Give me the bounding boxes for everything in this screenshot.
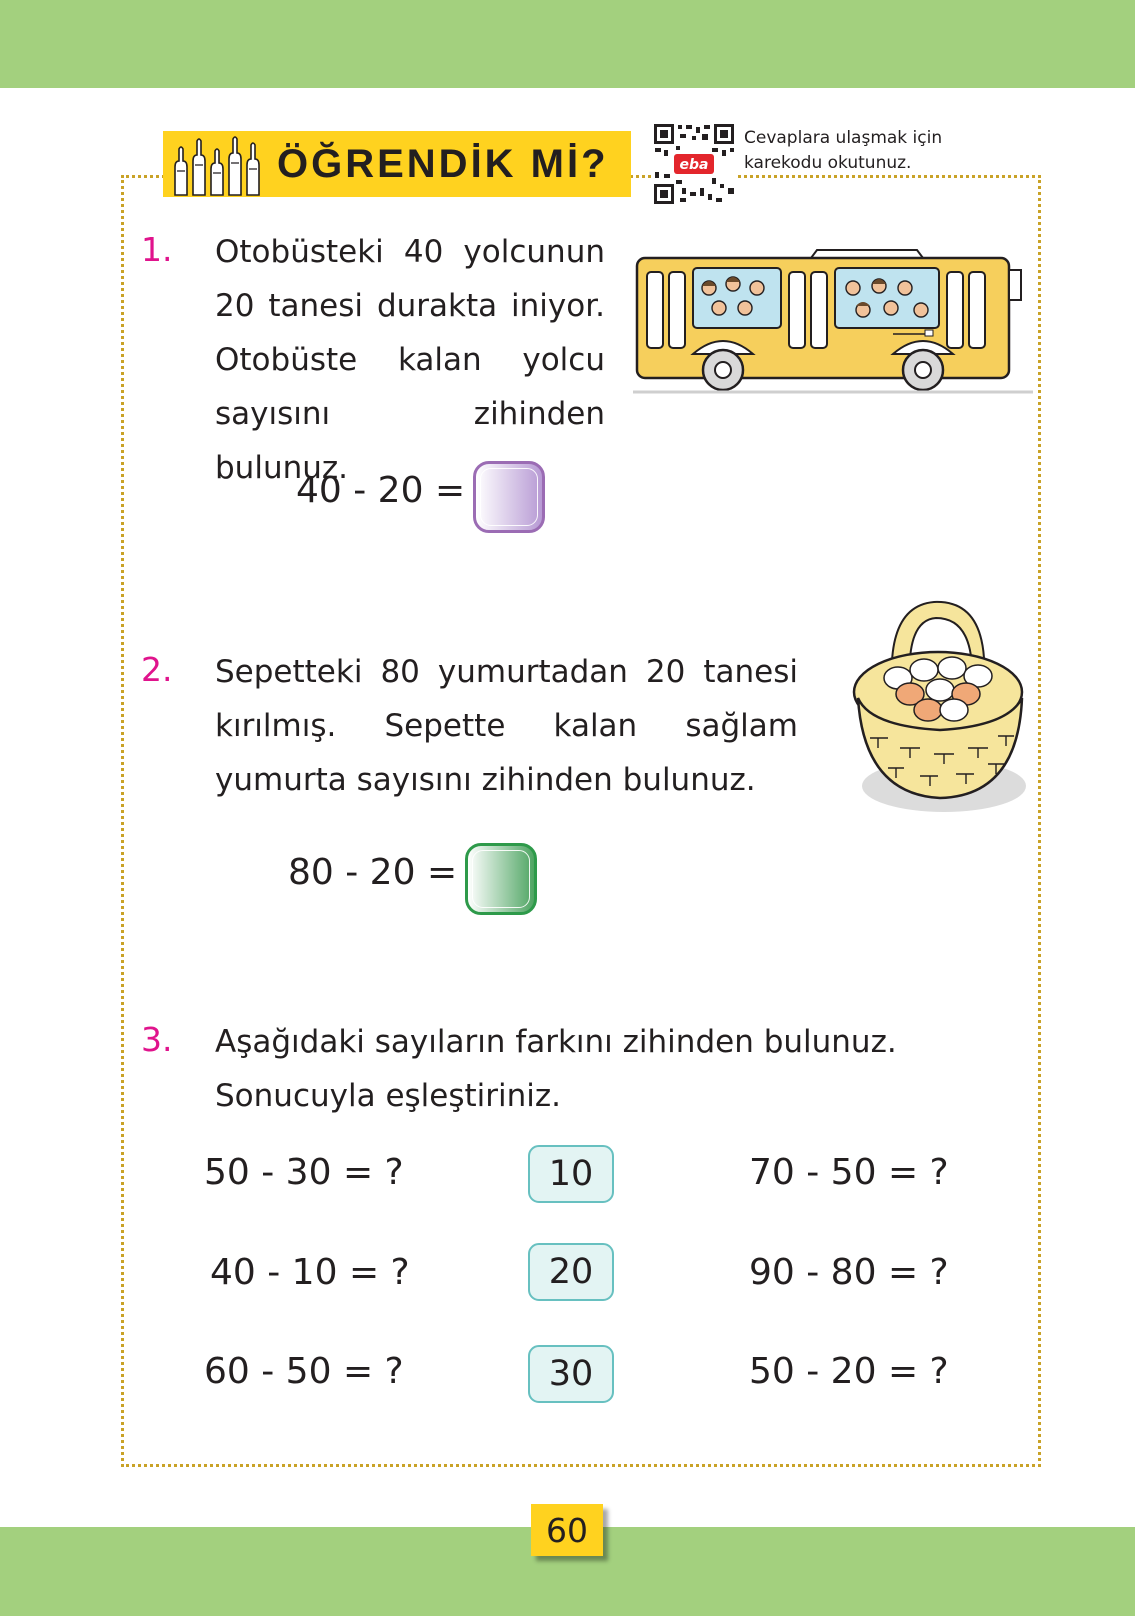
answer-box-2[interactable] (465, 843, 537, 915)
qr-instruction-note: Cevaplara ulaşmak için karekodu okutunuz. (744, 128, 943, 173)
right-expression-1: 70 - 50 = ? (749, 1152, 949, 1193)
left-expression-3: 60 - 50 = ? (204, 1351, 404, 1392)
left-expression-2: 40 - 10 = ? (210, 1252, 410, 1293)
right-expression-3: 50 - 20 = ? (749, 1351, 949, 1392)
egg-basket-illustration (848, 598, 1028, 828)
right-expression-2: 90 - 80 = ? (749, 1252, 949, 1293)
question-2-equation: 80 - 20 = (288, 852, 458, 893)
bus-illustration (633, 244, 1033, 408)
question-2-number: 2. (141, 650, 173, 689)
question-2-text: Sepetteki 80 yumurtadan 20 tanesi kırılmış. Sepette kalan sağlam yumurta sayısını zihinden bulunuz. (215, 654, 798, 798)
page-title: ÖĞRENDİK Mİ? (277, 141, 609, 186)
answer-box-1-inner (480, 468, 538, 526)
answer-box-2-inner (472, 850, 530, 908)
raised-hands-icon (169, 131, 269, 197)
answer-box-1[interactable] (473, 461, 545, 533)
question-1-text: Otobüsteki 40 yolcunun 20 tanesi durakta iniyor. Otobüste kalan yolcu sayısını zihinden bulunuz. (215, 234, 605, 486)
qr-logo-text: eba (679, 157, 709, 173)
top-color-band (0, 0, 1135, 88)
left-expression-1: 50 - 30 = ? (204, 1152, 404, 1193)
title-banner (163, 131, 631, 197)
answer-option-10[interactable]: 10 (528, 1145, 614, 1203)
question-3-text: Aşağıdaki sayıların farkını zihinden bulunuz. Sonucuyla eşleştiriniz. (215, 1024, 897, 1114)
answer-option-20[interactable]: 20 (528, 1243, 614, 1301)
qr-code-icon[interactable] (652, 122, 736, 206)
question-1-number: 1. (141, 230, 173, 269)
question-3-number: 3. (141, 1020, 173, 1059)
page-number: 60 (531, 1504, 603, 1556)
question-1-equation: 40 - 20 = (296, 470, 466, 511)
answer-option-30[interactable]: 30 (528, 1345, 614, 1403)
